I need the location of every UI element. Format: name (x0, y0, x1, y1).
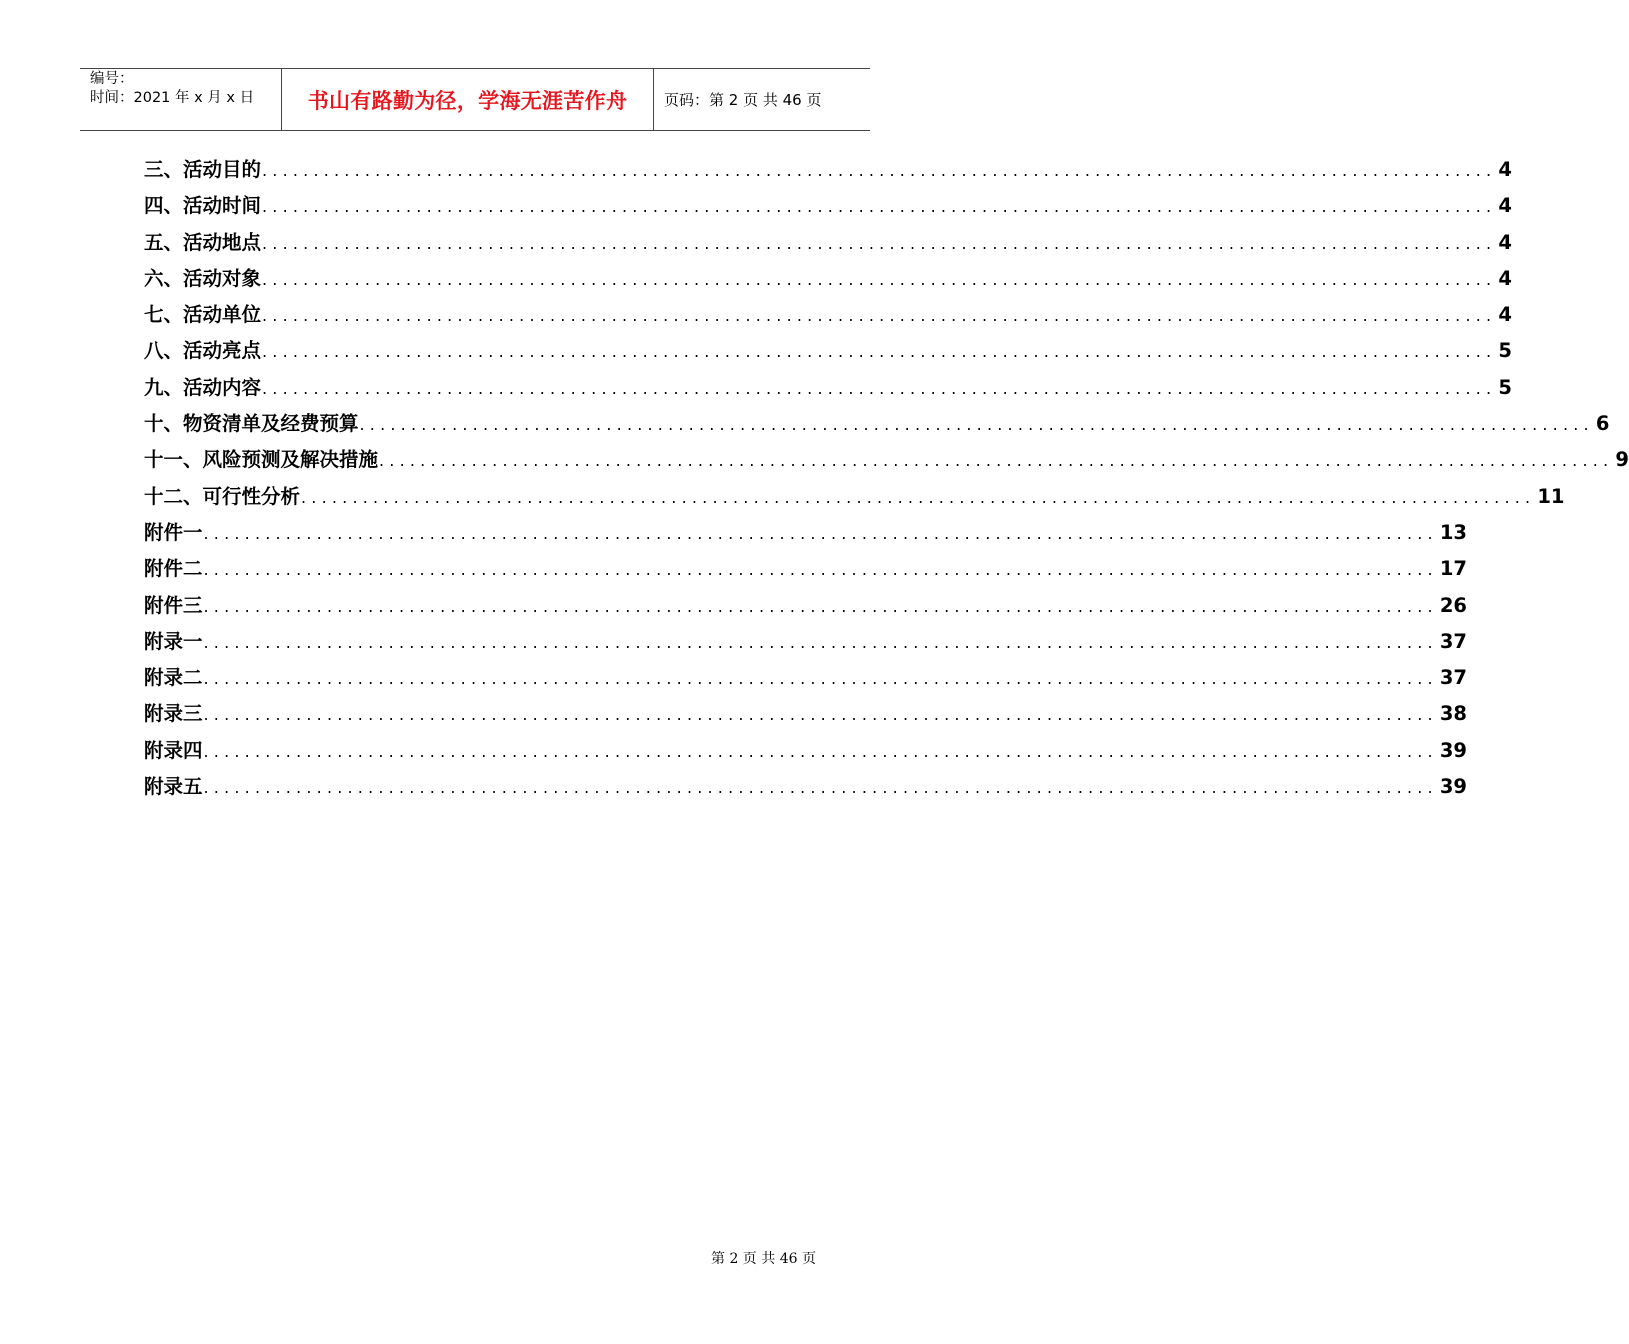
toc-dot-leader: ........................................................................................................................ (262, 342, 1497, 362)
toc-dot-leader: ........................................................................................................................ (301, 487, 1536, 507)
toc-entry[interactable] (144, 297, 1512, 333)
toc-dot-leader: ........................................................................................................................ (262, 378, 1497, 398)
toc-entry[interactable] (144, 769, 1467, 805)
toc-entry-title: 九、活动内容 (144, 375, 262, 399)
toc-entry-title: 附录一 (144, 629, 203, 653)
toc-entry-title: 四、活动时间 (144, 194, 262, 218)
toc-entry-page: 37 (1439, 666, 1467, 690)
toc-entry-page: 5 (1498, 339, 1512, 363)
toc-dot-leader: ........................................................................................................................ (203, 596, 1438, 616)
toc-entry[interactable] (144, 442, 1629, 478)
table-of-contents (144, 152, 1629, 805)
toc-dot-leader: ........................................................................................................................ (262, 197, 1497, 217)
toc-entry[interactable] (144, 551, 1467, 587)
footer-page-text: 第 2 页 共 46 页 (711, 1251, 816, 1267)
toc-dot-leader: ........................................................................................................................ (379, 451, 1614, 471)
toc-entry-page: 37 (1439, 629, 1467, 653)
toc-entry-title: 附录三 (144, 702, 203, 726)
toc-entry[interactable] (144, 479, 1565, 515)
toc-dot-leader: ........................................................................................................................ (262, 161, 1497, 180)
toc-entry-title: 七、活动单位 (144, 303, 262, 327)
page-header (80, 68, 870, 131)
toc-entry-title: 十、物资清单及经费预算 (144, 412, 359, 436)
toc-entry-page: 4 (1498, 158, 1512, 181)
toc-entry[interactable] (144, 225, 1512, 261)
toc-dot-leader: ........................................................................................................................ (262, 269, 1497, 289)
page-footer (711, 1248, 816, 1268)
toc-entry[interactable] (144, 733, 1467, 769)
toc-entry-title: 十一、风险预测及解决措施 (144, 448, 379, 472)
toc-dot-leader: ........................................................................................................................ (262, 233, 1497, 253)
number-label: 编号： (90, 71, 134, 87)
toc-entry-title: 八、活动亮点 (144, 339, 262, 363)
toc-dot-leader: ........................................................................................................................ (203, 669, 1438, 689)
toc-entry-page: 38 (1439, 702, 1467, 726)
toc-dot-leader: ........................................................................................................................ (203, 523, 1438, 543)
header-meta (80, 69, 282, 130)
toc-dot-leader: ........................................................................................................................ (203, 632, 1438, 652)
toc-dot-leader: ........................................................................................................................ (262, 306, 1497, 326)
toc-dot-leader: ........................................................................................................................ (203, 778, 1438, 798)
toc-entry-page: 4 (1498, 303, 1512, 327)
toc-dot-leader: ........................................................................................................................ (359, 415, 1594, 435)
toc-entry[interactable] (144, 188, 1512, 224)
toc-entry-title: 五、活动地点 (144, 230, 262, 254)
toc-entry-title: 附件二 (144, 557, 203, 581)
toc-entry-title: 六、活动对象 (144, 266, 262, 290)
toc-entry-page: 13 (1439, 520, 1467, 544)
toc-entry-title: 附录二 (144, 666, 203, 690)
toc-dot-leader: ........................................................................................................................ (203, 560, 1438, 580)
toc-entry-page: 6 (1595, 412, 1610, 436)
toc-entry[interactable] (144, 406, 1610, 442)
header-page-cell (654, 69, 870, 130)
header-motto-cell (282, 69, 654, 130)
toc-entry[interactable] (144, 333, 1512, 369)
motto-text: 书山有路勤为径，学海无涯苦作舟 (307, 88, 628, 113)
toc-entry-title: 附件一 (144, 520, 203, 544)
toc-entry-page: 4 (1498, 194, 1512, 218)
toc-entry-page: 39 (1439, 775, 1467, 799)
toc-entry-page: 39 (1439, 738, 1467, 762)
toc-entry-page: 9 (1615, 448, 1629, 472)
toc-dot-leader: ........................................................................................................................ (203, 741, 1438, 761)
toc-dot-leader: ........................................................................................................................ (203, 705, 1438, 725)
toc-entry-page: 26 (1439, 593, 1467, 617)
toc-entry[interactable] (144, 696, 1467, 732)
toc-entry-title: 附录四 (144, 738, 203, 762)
toc-entry[interactable] (144, 588, 1467, 624)
toc-entry[interactable] (144, 660, 1467, 696)
toc-entry[interactable] (144, 261, 1512, 297)
toc-entry[interactable] (144, 370, 1512, 406)
toc-entry-page: 4 (1498, 230, 1512, 254)
toc-entry-page: 11 (1537, 484, 1565, 508)
toc-entry-page: 17 (1439, 557, 1467, 581)
header-page-info: 页码：第 2 页 共 46 页 (664, 91, 822, 109)
toc-entry-page: 5 (1498, 375, 1512, 399)
toc-entry[interactable] (144, 515, 1467, 551)
toc-entry[interactable] (144, 152, 1512, 188)
toc-entry[interactable] (144, 624, 1467, 660)
time-text: 时间：2021 年 x 月 x 日 (90, 90, 255, 106)
toc-entry-title: 附件三 (144, 593, 203, 617)
toc-entry-title: 十二、可行性分析 (144, 484, 301, 508)
toc-entry-page: 4 (1498, 266, 1512, 290)
toc-entry-title: 三、活动目的 (144, 158, 262, 181)
toc-entry-title: 附录五 (144, 775, 203, 799)
